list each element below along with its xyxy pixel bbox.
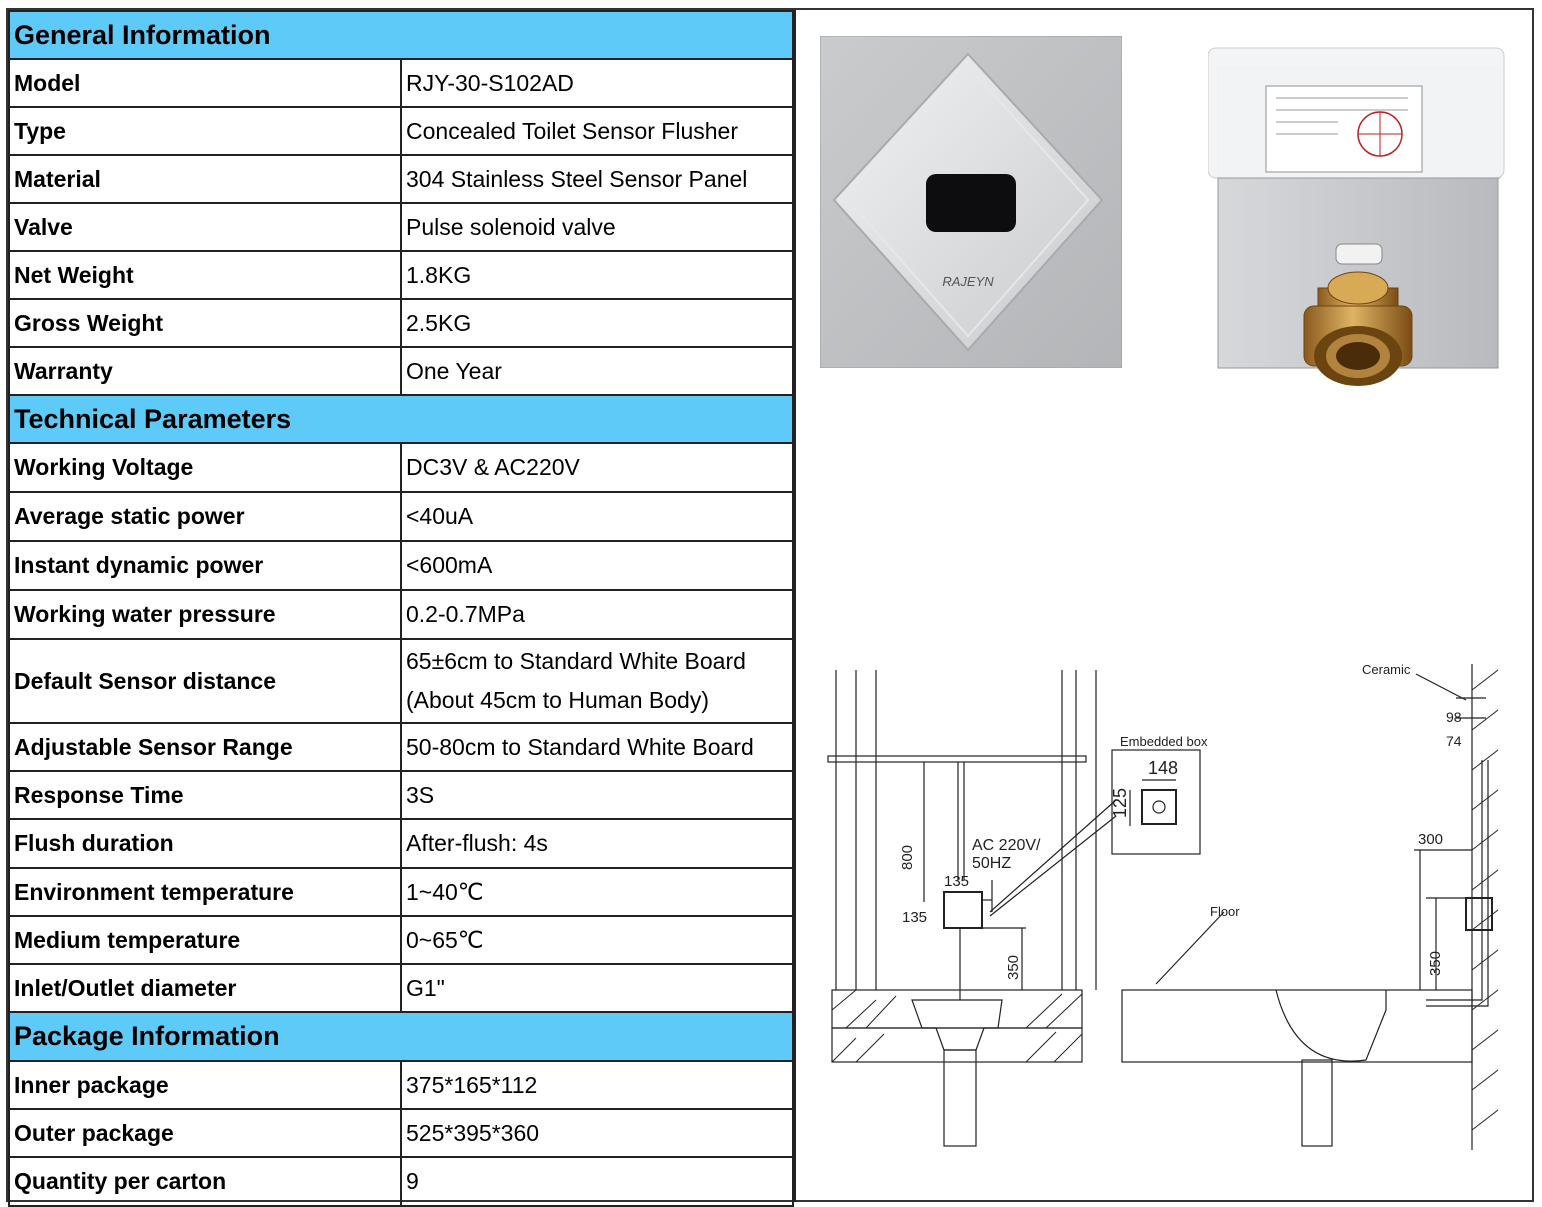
row-value: RJY-30-S102AD	[401, 59, 793, 107]
row-label: Response Time	[9, 771, 401, 819]
row-value: <600mA	[401, 541, 793, 590]
section-header-package	[9, 1012, 793, 1061]
row-label: Gross Weight	[9, 299, 401, 347]
row-value: DC3V & AC220V	[401, 443, 793, 492]
section-title: Technical Parameters	[9, 395, 793, 443]
section-header-general	[9, 11, 793, 59]
embedded-box-label: Embedded box	[1120, 734, 1208, 749]
row-value: G1"	[401, 964, 793, 1012]
ceramic-label: Ceramic	[1362, 662, 1411, 677]
table-row	[9, 1157, 793, 1206]
table-row	[9, 639, 793, 723]
row-value: 0~65℃	[401, 916, 793, 964]
floor-label: Floor	[1210, 904, 1240, 919]
dim-125: 125	[1110, 787, 1130, 818]
row-value: <40uA	[401, 492, 793, 541]
row-label: Adjustable Sensor Range	[9, 723, 401, 771]
row-label: Working water pressure	[9, 590, 401, 639]
row-label: Medium temperature	[9, 916, 401, 964]
row-label: Working Voltage	[9, 443, 401, 492]
table-row	[9, 1061, 793, 1109]
row-label: Inner package	[9, 1061, 401, 1109]
row-value: 1.8KG	[401, 251, 793, 299]
table-row	[9, 590, 793, 639]
table-row	[9, 771, 793, 819]
row-label: Warranty	[9, 347, 401, 395]
table-row	[9, 155, 793, 203]
row-value: 9	[401, 1157, 793, 1206]
table-row	[9, 916, 793, 964]
dim-74: 74	[1446, 733, 1462, 749]
dim-800: 800	[899, 844, 916, 870]
power-label-line1: AC 220V/	[972, 837, 1041, 854]
table-row	[9, 347, 793, 395]
row-label: Type	[9, 107, 401, 155]
row-value: 50-80cm to Standard White Board	[401, 723, 793, 771]
row-value: 2.5KG	[401, 299, 793, 347]
row-value: After-flush: 4s	[401, 819, 793, 868]
row-value-multiline	[401, 639, 793, 723]
sensor-panel-photo	[820, 36, 1122, 368]
row-value: 1~40℃	[401, 868, 793, 916]
table-row	[9, 819, 793, 868]
spec-table	[8, 10, 794, 1202]
table-row	[9, 251, 793, 299]
table-row	[9, 107, 793, 155]
row-value: 525*395*360	[401, 1109, 793, 1157]
table-row	[9, 299, 793, 347]
row-label: Flush duration	[9, 819, 401, 868]
dim-300: 300	[1418, 831, 1444, 848]
table-row	[9, 59, 793, 107]
table-row	[9, 443, 793, 492]
row-label: Net Weight	[9, 251, 401, 299]
table-row	[9, 964, 793, 1012]
row-value: 304 Stainless Steel Sensor Panel	[401, 155, 793, 203]
table-row	[9, 541, 793, 590]
section-header-technical	[9, 395, 793, 443]
product-illustrations	[794, 10, 1534, 1202]
row-label: Outer package	[9, 1109, 401, 1157]
row-label: Average static power	[9, 492, 401, 541]
section-title: Package Information	[9, 1012, 793, 1061]
row-value: Concealed Toilet Sensor Flusher	[401, 107, 793, 155]
dim-350-right: 350	[1427, 950, 1444, 976]
embedded-box-photo	[1208, 38, 1510, 400]
section-title: General Information	[9, 11, 793, 59]
table-row	[9, 868, 793, 916]
row-label: Model	[9, 59, 401, 107]
dim-350-left: 350	[1005, 954, 1022, 980]
table-row	[9, 723, 793, 771]
panel-logo: RAJEYN	[942, 274, 994, 289]
dim-135-top: 135	[944, 873, 970, 890]
dim-98: 98	[1446, 709, 1462, 725]
row-label: Instant dynamic power	[9, 541, 401, 590]
table-row	[9, 492, 793, 541]
installation-drawing	[826, 650, 1516, 1150]
sensor-window-icon	[926, 174, 1016, 232]
row-value: One Year	[401, 347, 793, 395]
spec-sheet	[6, 8, 1534, 1202]
dim-135-side: 135	[902, 909, 928, 926]
row-label: Quantity per carton	[9, 1157, 401, 1206]
value-line: 65±6cm to Standard White Board	[406, 648, 746, 674]
value-line: (About 45cm to Human Body)	[406, 687, 709, 713]
row-value: 375*165*112	[401, 1061, 793, 1109]
row-label: Default Sensor distance	[9, 639, 401, 723]
table-row	[9, 203, 793, 251]
row-label: Inlet/Outlet diameter	[9, 964, 401, 1012]
row-value: 3S	[401, 771, 793, 819]
row-label: Valve	[9, 203, 401, 251]
row-value: Pulse solenoid valve	[401, 203, 793, 251]
row-label: Material	[9, 155, 401, 203]
row-label: Environment temperature	[9, 868, 401, 916]
row-value: 0.2-0.7MPa	[401, 590, 793, 639]
table-row	[9, 1109, 793, 1157]
power-label-line2: 50HZ	[972, 855, 1012, 872]
dim-148: 148	[1148, 758, 1179, 778]
